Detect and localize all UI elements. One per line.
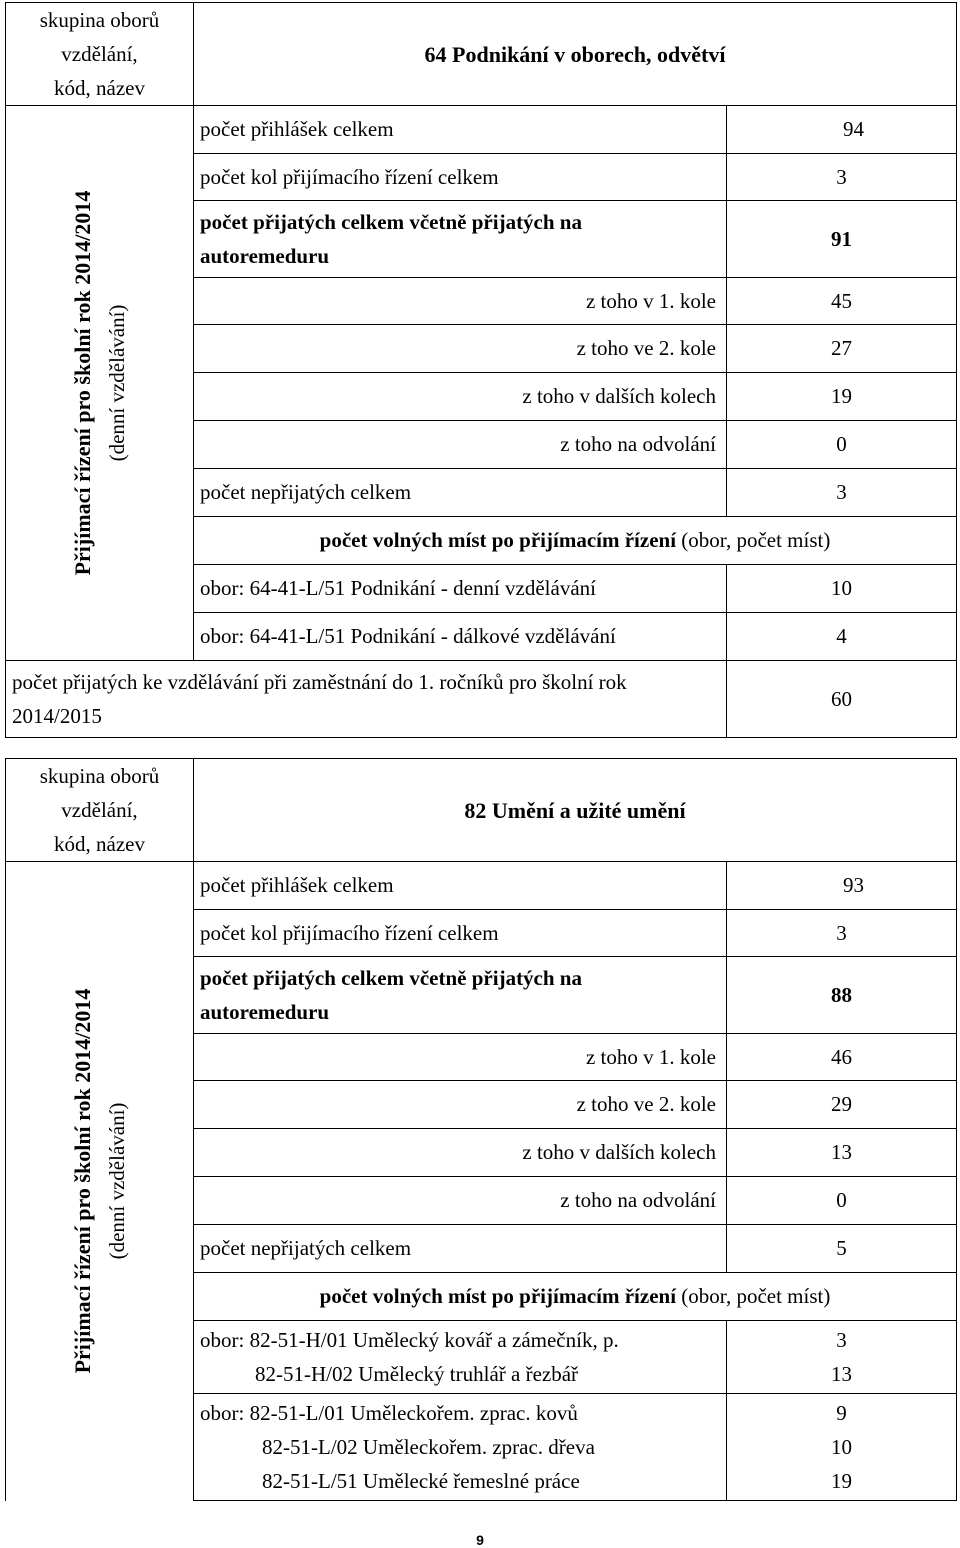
obor-value: 13 [831,1362,852,1386]
section-title: 64 Podnikání v oborech, odvětví [194,3,957,106]
header-left-line1: skupina oborů [39,8,160,32]
obor-value: 9 [836,1401,847,1425]
header-left-line3: kód, název [54,832,145,856]
side-label-cell [6,106,194,661]
odvolani-label: z toho na odvolání [194,421,727,469]
kol-label: počet kol přijímacího řízení celkem [194,154,727,201]
header-left-cell [6,759,194,862]
obor1-value: 10 [727,565,957,613]
volnych-heading-bold: počet volných míst po přijímacím řízení [319,528,677,552]
volnych-heading-rest: (obor, počet míst) [681,1284,831,1308]
table-podnikani [5,2,957,738]
kolo1-value: 45 [727,278,957,325]
page-number: 9 [476,1532,484,1548]
neprijatych-value: 5 [727,1225,957,1273]
obor1-label: obor: 64-41-L/51 Podnikání - denní vzdělávání [194,565,727,613]
prijatych-label: počet přijatých celkem včetně přijatých na autoremeduru [194,957,727,1034]
kolo1-label: z toho v 1. kole [194,278,727,325]
kolo2-value: 29 [727,1081,957,1129]
table-umeni [5,758,957,1501]
obory-group-a-values [727,1321,957,1394]
prijatych-value: 88 [727,957,957,1034]
header-left-cell [6,3,194,106]
obor-label: obor: 82-51-L/01 Uměleckořem. zprac. kovů [200,1401,578,1425]
kolo2-label: z toho ve 2. kole [194,325,727,373]
odvolani-value: 0 [727,421,957,469]
prihlasek-value: 94 [727,106,957,154]
dalsi-value: 19 [727,373,957,421]
dalsi-label: z toho v dalších kolech [194,373,727,421]
obor-value: 19 [831,1469,852,1493]
dalsi-value: 13 [727,1129,957,1177]
prijatych-value: 91 [727,201,957,278]
header-left-line2: vzdělání, [61,42,138,66]
volnych-heading-bold: počet volných míst po přijímacím řízení [319,1284,677,1308]
side-label-cell [6,862,194,1501]
obor-value: 10 [831,1435,852,1459]
obor2-label: obor: 64-41-L/51 Podnikání - dálkové vzdělávání [194,613,727,661]
obor-label: 82-51-L/02 Uměleckořem. zprac. dřeva [262,1435,595,1459]
obor2-value: 4 [727,613,957,661]
neprijatych-label: počet nepřijatých celkem [194,469,727,517]
zamestnani-label: počet přijatých ke vzdělávání při zaměstnání do 1. ročníků pro školní rok 2014/2015 [6,661,727,738]
obory-group-a-labels [194,1321,727,1394]
prijatych-label: počet přijatých celkem včetně přijatých na autoremeduru [194,201,727,278]
side-label-line1: Přijímací řízení pro školní rok 2014/2014 [69,190,95,576]
kolo2-label: z toho ve 2. kole [194,1081,727,1129]
block-umeni [5,758,956,1501]
section-title: 82 Umění a užité umění [194,759,957,862]
kolo1-label: z toho v 1. kole [194,1034,727,1081]
odvolani-value: 0 [727,1177,957,1225]
odvolani-label: z toho na odvolání [194,1177,727,1225]
prihlasek-label: počet přihlášek celkem [194,106,727,154]
obor-label: 82-51-H/02 Umělecký truhlář a řezbář [255,1362,579,1386]
header-left-line3: kód, název [54,76,145,100]
kol-label: počet kol přijímacího řízení celkem [194,910,727,957]
volnych-heading [194,517,957,565]
obor-label: 82-51-L/51 Umělecké řemeslné práce [262,1469,580,1493]
kolo2-value: 27 [727,325,957,373]
side-label-line2: (denní vzdělávání) [104,304,129,462]
prihlasek-label: počet přihlášek celkem [194,862,727,910]
neprijatych-value: 3 [727,469,957,517]
obor-label: obor: 82-51-H/01 Umělecký kovář a zámečník, p. [200,1328,619,1352]
header-left-line1: skupina oborů [39,764,160,788]
block-podnikani [5,2,956,738]
side-label-line1: Přijímací řízení pro školní rok 2014/2014 [69,988,95,1374]
obory-group-b-labels [194,1394,727,1501]
dalsi-label: z toho v dalších kolech [194,1129,727,1177]
volnych-heading-rest: (obor, počet míst) [681,528,831,552]
side-label-line2: (denní vzdělávání) [104,1102,129,1260]
neprijatych-label: počet nepřijatých celkem [194,1225,727,1273]
kolo1-value: 46 [727,1034,957,1081]
obory-group-b-values [727,1394,957,1501]
kol-value: 3 [727,910,957,957]
obor-value: 3 [836,1328,847,1352]
prihlasek-value: 93 [727,862,957,910]
kol-value: 3 [727,154,957,201]
volnych-heading [194,1273,957,1321]
zamestnani-value: 60 [727,661,957,738]
header-left-line2: vzdělání, [61,798,138,822]
